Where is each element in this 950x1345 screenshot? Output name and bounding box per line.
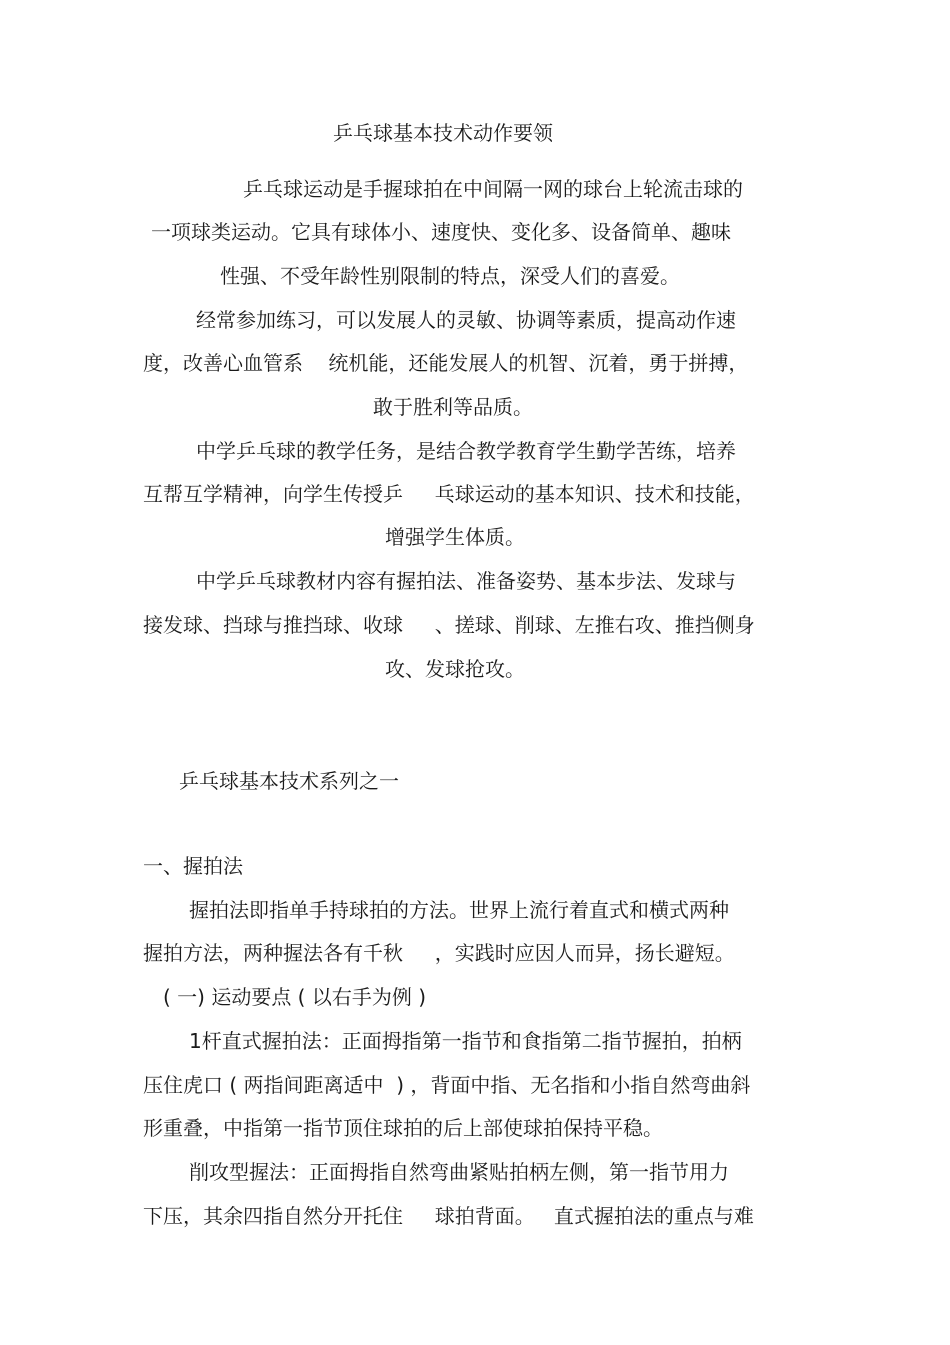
series-heading: 乒乓球基本技术系列之一 [179,769,399,793]
intro-line-12: 攻、发球抢攻。 [385,657,525,681]
body-line-1: 握拍法即指单手持球拍的方法。世界上流行着直式和横式两种 [189,898,729,922]
intro-line-9: 增强学生体质。 [385,525,525,549]
intro-line-2: 一项球类运动。它具有球体小、速度快、变化多、设备简单、趣味 [151,220,731,244]
body-line-2: 握拍方法，两种握法各有千秋 ，实践时应因人而异，扬长避短。 [143,941,735,965]
body-line-6: 削攻型握法：正面拇指自然弯曲紧贴拍柄左侧，第一指节用力 [189,1160,729,1184]
body-line-3: 1杆直式握拍法：正面拇指第一指节和食指第二指节握拍，拍柄 [189,1029,742,1053]
intro-line-3: 性强、不受年龄性别限制的特点，深受人们的喜爱。 [220,264,680,288]
intro-line-6: 敢于胜利等品质。 [373,395,533,419]
intro-line-7: 中学乒乓球的教学任务，是结合教学教育学生勤学苦练，培养 [196,439,736,463]
subsection-heading: ( 一) 运动要点 ( 以右手为例 ) [163,985,426,1009]
intro-line-1: 乒乓球运动是手握球拍在中间隔一网的球台上轮流击球的 [243,177,743,201]
body-line-5: 形重叠，中指第一指节顶住球拍的后上部使球拍保持平稳。 [143,1116,663,1140]
intro-line-8: 互帮互学精神，向学生传授乒 乓球运动的基本知识、技术和技能， [143,482,755,506]
body-line-4: 压住虎口 ( 两指间距离适中 ) ，背面中指、无名指和小指自然弯曲斜 [143,1073,751,1097]
section-heading: 一、握拍法 [143,854,243,878]
document-title: 乒乓球基本技术动作要领 [333,121,553,145]
intro-line-4: 经常参加练习，可以发展人的灵敏、协调等素质，提高动作速 [196,308,736,332]
intro-line-11: 接发球、挡球与推挡球、收球 、搓球、削球、左推右攻、推挡侧身 [143,613,755,637]
intro-line-10: 中学乒乓球教材内容有握拍法、准备姿势、基本步法、发球与 [196,569,736,593]
body-line-7: 下压，其余四指自然分开托住 球拍背面。 直式握拍法的重点与难 [143,1204,754,1228]
intro-line-5: 度，改善心血管系 统机能，还能发展人的机智、沉着，勇于拼搏， [143,351,749,375]
